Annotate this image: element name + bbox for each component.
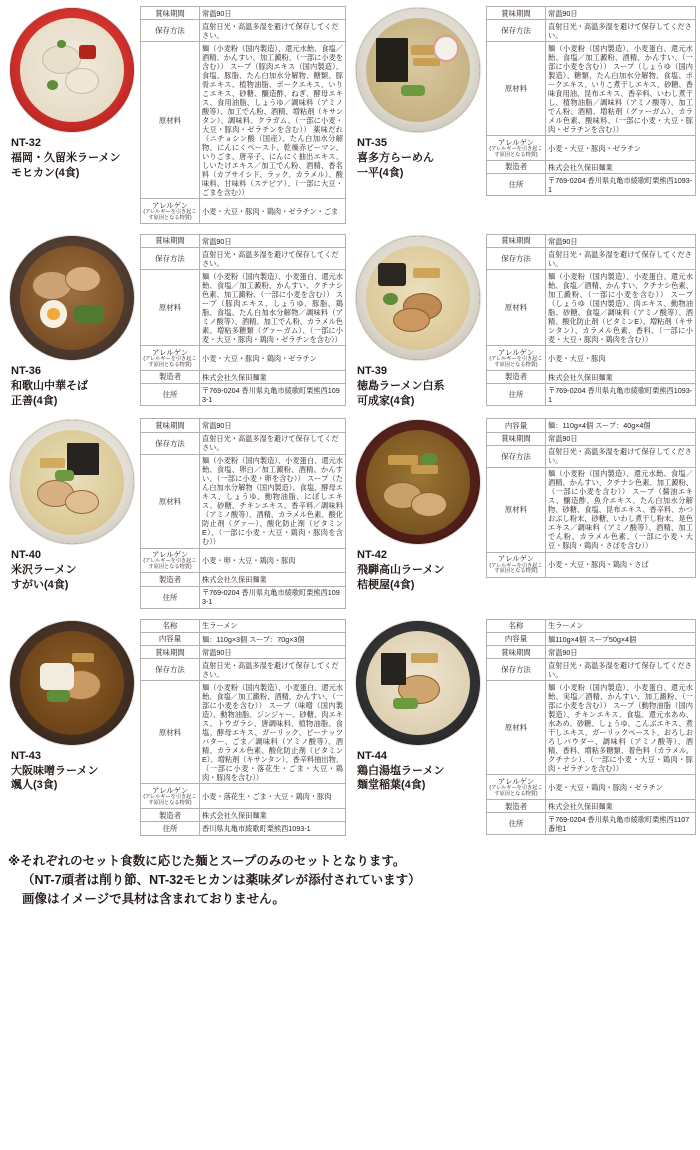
product-name-line2: 桔梗屋(4食) xyxy=(357,579,415,592)
row-value: 麺（小麦粉（国内製造）、還元水飴、食塩／酒精、かんすい、加工澱粉、（一部に小麦を含む）） スープ（豚肉エキス（国内製造）、食塩、豚脂、たん白加水分解物、糖類、豚骨エキス、植物油脂、ポークエキス、いりこエキス、砂糖、醸造酢、ねぎ、酵母エキス、食用油脂、しょうゆ／調味料（アミノ酸等）、加工でん粉、酒精、増粘剤（キサンタン）、調味料、クラガム、（一部に小麦・大豆・豚肉・ゼラチンを含む）） 薬味だれ（ニチョシン酸（国産）、たん白加水分解物、にんにくペースト、乾燥赤ピーマン、いりごま、唐辛子、にんにく抽出エキス、しいたけエキス／加工でん粉、酒精、香名料（カプサイシド、ラック、カラメル）、酸味料、甘味料（ステビア）、（一部に大豆・ごまを含む）） xyxy=(200,42,346,199)
row-value: 株式会社久保田麺業 xyxy=(546,160,696,173)
product-caption-nt44 xyxy=(354,749,486,794)
row-label: 製造者 xyxy=(141,370,200,383)
product-name-line1: 鶏白湯塩ラーメン xyxy=(357,764,445,777)
row-label: 保存方法 xyxy=(487,659,546,681)
product-caption-nt36 xyxy=(8,364,140,409)
product-name-line1: 米沢ラーメン xyxy=(11,564,77,577)
product-block-nt32 xyxy=(4,6,350,224)
product-code: NT-40 xyxy=(11,549,41,562)
product-block-nt43 xyxy=(4,619,350,836)
row-value: 常温90日 xyxy=(546,7,696,20)
row-label: 名称 xyxy=(487,619,546,632)
product-code: NT-42 xyxy=(357,549,387,562)
product-caption-nt42 xyxy=(354,548,486,593)
row-label: 製造者 xyxy=(487,800,546,813)
row-value: 株式会社久保田麺業 xyxy=(200,370,346,383)
table-row xyxy=(141,809,346,822)
row-value: 常温90日 xyxy=(200,7,346,20)
product-block-nt35 xyxy=(350,6,696,224)
row-label: 製造者 xyxy=(141,573,200,586)
product-name-line1: 飛騨高山ラーメン xyxy=(357,564,445,577)
row-value: 小麦・大豆・豚肉・鶏肉・ゼラチン xyxy=(200,346,346,371)
row-value: 麺：110g×3個 スープ：70g×3個 xyxy=(200,632,346,645)
row-value: 直射日光・高温多湿を避けて保存してください。 xyxy=(546,248,696,270)
table-row xyxy=(141,346,346,371)
row-value: 麺：110g×4個 スープ：40g×4個 xyxy=(546,419,696,432)
product-name-line2: すがい(4食) xyxy=(11,579,69,592)
ramen-photo-nt40 xyxy=(10,420,134,544)
row-label: アレルゲン (アレルギーを引き起こす原因となる物質) xyxy=(141,199,200,224)
product-name-line1: 福岡・久留米ラーメン xyxy=(11,151,121,164)
product-code: NT-35 xyxy=(357,137,387,149)
table-row xyxy=(141,370,346,383)
product-photo-wrap xyxy=(4,418,140,608)
table-row xyxy=(141,432,346,454)
table-row xyxy=(487,370,696,383)
row-label: 内容量 xyxy=(487,419,546,432)
product-block-nt44 xyxy=(350,619,696,836)
product-photo-wrap xyxy=(350,418,486,608)
ramen-photo-nt39 xyxy=(356,236,480,360)
product-row xyxy=(0,418,700,608)
row-label: 賞味期間 xyxy=(487,234,546,247)
row-label: 原材料 xyxy=(141,270,200,346)
row-value: 株式会社久保田麺業 xyxy=(200,573,346,586)
row-value: 生ラーメン xyxy=(200,619,346,632)
row-value: 株式会社久保田麺業 xyxy=(546,370,696,383)
row-label: 保存方法 xyxy=(487,20,546,42)
row-value: 直射日光・高温多湿を避けて保存してください。 xyxy=(200,248,346,270)
table-row xyxy=(487,681,696,775)
ramen-photo-nt35 xyxy=(356,8,480,132)
table-row xyxy=(141,646,346,659)
row-value: 直射日光・高温多湿を避けて保存してください。 xyxy=(546,659,696,681)
row-label: 原材料 xyxy=(141,454,200,548)
row-value: 〒769-0204 香川県丸亀市綾歌町栗熊西1093-1 xyxy=(546,174,696,196)
table-row xyxy=(141,270,346,346)
spec-table-wrap xyxy=(140,6,346,224)
spec-table-nt40 xyxy=(140,418,346,608)
row-label: 製造者 xyxy=(487,370,546,383)
row-value: 常温90日 xyxy=(200,419,346,432)
table-row xyxy=(487,646,696,659)
row-value: 直射日光・高温多湿を避けて保存してください。 xyxy=(546,445,696,467)
table-row xyxy=(141,454,346,548)
product-row xyxy=(0,619,700,836)
row-value: 直射日光・高温多湿を避けて保存してください。 xyxy=(200,432,346,454)
product-row xyxy=(0,234,700,409)
row-value: 直射日光・高温多湿を避けて保存してください。 xyxy=(200,659,346,681)
row-value: 香川県丸亀市綾歌町栗熊西1093-1 xyxy=(200,822,346,835)
ramen-photo-nt42 xyxy=(356,420,480,544)
product-photo-wrap xyxy=(350,619,486,836)
row-label: アレルゲン (アレルギーを引き起こす原因となる物質) xyxy=(487,775,546,800)
table-row xyxy=(487,248,696,270)
table-row xyxy=(487,800,696,813)
ramen-photo-nt44 xyxy=(356,621,480,745)
row-label: 原材料 xyxy=(487,681,546,775)
row-label: 製造者 xyxy=(141,809,200,822)
product-caption-nt39 xyxy=(354,364,486,409)
table-row xyxy=(487,813,696,835)
spec-table-wrap xyxy=(486,619,696,836)
spec-table-wrap xyxy=(140,234,346,409)
row-label: 保存方法 xyxy=(487,445,546,467)
row-value: 麺（小麦粉（国内製造）、小麦蛋白、還元水飴、食塩／加工澱粉、かんすい、クチナシ色素、加工澱粉、（一部に小麦を含む）） スープ（豚肉エキス、しょうゆ、豚脂、鶏脂、食塩、たん白加水分解物／調味料（アミノ酸等）、酒精、加工でん粉、カラメル色素、増粘多糖類（グァーガム）、（一部に小麦・大豆・豚肉・鶏肉・ゼラチンを含む）） xyxy=(200,270,346,346)
product-caption-nt35 xyxy=(354,136,486,181)
row-label: アレルゲン (アレルギーを引き起こす原因となる物質) xyxy=(487,552,546,577)
row-value: 常温90日 xyxy=(200,234,346,247)
spec-table-wrap xyxy=(140,619,346,836)
spec-table-nt42 xyxy=(486,418,696,577)
row-label: 賞味期間 xyxy=(141,234,200,247)
footnote xyxy=(8,852,700,910)
row-value: 常温90日 xyxy=(546,646,696,659)
table-row xyxy=(141,573,346,586)
product-code: NT-32 xyxy=(11,137,41,149)
row-value: 麺（小麦粉（国内製造）、小麦蛋白、還元水飴、食塩／加工澱粉、酒精、かんすい、（一部に小麦を含む）） スープ（味噌（国内製造）、動物油脂、ジンジャー、砂糖、肉エキス、トウガラシ、唐調味料、植物油脂、食塩、酵母エキス、ガーリック、ピーナッツバター、ごま／調味料（アミノ酸等）、酒精、カラメル色素、酸化防止剤（ビタミンE）、増粘剤（キサンタン）、香辛料抽出物、（一部に小麦・落花生・ごま・大豆・鶏肉・豚肉を含む）） xyxy=(200,681,346,784)
row-value: 直射日光・高温多湿を避けて保存してください。 xyxy=(200,20,346,42)
product-block-nt40 xyxy=(4,418,350,608)
row-label: アレルゲン (アレルギーを引き起こす原因となる物質) xyxy=(141,784,200,809)
product-name-line2: モヒカン(4食) xyxy=(11,166,80,179)
row-label: 内容量 xyxy=(141,632,200,645)
row-label: 賞味期間 xyxy=(487,432,546,445)
table-row xyxy=(141,234,346,247)
row-label: アレルゲン (アレルギーを引き起こす原因となる物質) xyxy=(141,548,200,573)
row-value: 小麦・大豆・豚肉 xyxy=(546,346,696,371)
table-row xyxy=(141,548,346,573)
table-row xyxy=(141,199,346,224)
table-row xyxy=(487,42,696,136)
row-label: 賞味期間 xyxy=(487,7,546,20)
product-name-line2: 正善(4食) xyxy=(11,394,58,407)
row-label: 原材料 xyxy=(487,270,546,346)
table-row xyxy=(141,20,346,42)
row-label: 保存方法 xyxy=(141,432,200,454)
row-label: 賞味期間 xyxy=(141,7,200,20)
row-label: 名称 xyxy=(141,619,200,632)
row-label: アレルゲン (アレルギーを引き起こす原因となる物質) xyxy=(141,346,200,371)
row-value: 小麦・大豆・豚肉・鶏肉・さば xyxy=(546,552,696,577)
row-value: 常温90日 xyxy=(546,432,696,445)
spec-table-nt39 xyxy=(486,234,696,406)
row-label: 保存方法 xyxy=(141,248,200,270)
table-row xyxy=(141,419,346,432)
spec-table-nt36 xyxy=(140,234,346,406)
row-label: 保存方法 xyxy=(141,659,200,681)
product-code: NT-43 xyxy=(11,749,41,762)
row-label: 住所 xyxy=(487,384,546,406)
row-value: 常温90日 xyxy=(546,234,696,247)
table-row xyxy=(487,432,696,445)
product-photo-wrap xyxy=(4,234,140,409)
table-row xyxy=(487,419,696,432)
product-name-line2: 可成家(4食) xyxy=(357,394,415,407)
table-row xyxy=(487,20,696,42)
table-row xyxy=(487,384,696,406)
product-name-line2: 颯人(3食) xyxy=(11,779,58,792)
row-value: 〒769-0204 香川県丸亀市綾歌町栗熊西1093-1 xyxy=(200,586,346,608)
product-photo-wrap xyxy=(4,6,140,224)
spec-table-wrap xyxy=(486,234,696,409)
row-value: 麺（小麦粉（国内製造）、小麦蛋白、還元水飴、食塩／加工澱粉、酒精、かんすい、（一部に小麦を含む）） スープ（しょうゆ（国内製造）、糖類、たん白加水分解物、食塩、ポークエキス、いりこ煮干しエキス、砂糖、香味食用油、昆布エキス、香辛料、いわし煮干し、植物油脂／調味料（アミノ酸等）、加工でん粉、酒精、増粘剤（グァーガム）、カラメル色素、酸味料、（一部に小麦・大豆・豚肉・ゼラチンを含む）） xyxy=(546,42,696,136)
row-label: 住所 xyxy=(487,813,546,835)
product-photo-wrap xyxy=(350,6,486,224)
row-label: 内容量 xyxy=(487,632,546,645)
row-label: 原材料 xyxy=(487,42,546,136)
table-row xyxy=(487,775,696,800)
row-value: 麺（小麦粉（国内製造）、還元水飴、食塩／酒精、かんすい、クチナシ色素、加工澱粉、（一部に小麦を含む）） スープ（醤油エキス、醸造酢、魚介エキス、たん白加水分解物、砂糖、食塩、昆布エキス、香辛料、かつおぶし粉末、砂糖、いわし煮干し粉末、是色エキス／調味料（アミノ酸等）、酒精、加工でん粉、カラメル色素、（一部に小麦・大豆・豚肉・鶏肉・さばを含む）） xyxy=(546,467,696,552)
table-row xyxy=(141,248,346,270)
table-row xyxy=(487,234,696,247)
row-label: アレルゲン (アレルギーを引き起こす原因となる物質) xyxy=(487,346,546,371)
table-row xyxy=(141,822,346,835)
table-row xyxy=(487,346,696,371)
product-photo-wrap xyxy=(350,234,486,409)
table-row xyxy=(141,659,346,681)
table-row xyxy=(487,445,696,467)
table-row xyxy=(487,619,696,632)
product-name-line2: 一平(4食) xyxy=(357,166,404,179)
row-value: 〒769-0204 香川県丸亀市綾歌町栗熊西1107番地1 xyxy=(546,813,696,835)
table-row xyxy=(141,681,346,784)
row-label: 賞味期間 xyxy=(487,646,546,659)
row-value: 〒769-0204 香川県丸亀市綾歌町栗熊西1093-1 xyxy=(546,384,696,406)
footnote-line-3: 画像はイメージで具材は含まれておりません。 xyxy=(22,892,285,907)
product-code: NT-39 xyxy=(357,364,387,377)
row-label: アレルゲン (アレルギーを引き起こす原因となる物質) xyxy=(487,136,546,161)
product-name-line2: 麺堂稲葉(4食) xyxy=(357,779,426,792)
row-label: 住所 xyxy=(141,384,200,406)
product-photo-wrap xyxy=(4,619,140,836)
footnote-line-1: ※それぞれのセット食数に応じた麺とスープのみのセットとなります。 xyxy=(8,853,406,868)
product-caption-nt43 xyxy=(8,749,140,794)
table-row xyxy=(487,136,696,161)
spec-table-wrap xyxy=(140,418,346,608)
table-row xyxy=(487,7,696,20)
spec-table-nt32 xyxy=(140,6,346,224)
row-label: 原材料 xyxy=(141,42,200,199)
product-code: NT-36 xyxy=(11,364,41,377)
table-row xyxy=(487,160,696,173)
table-row xyxy=(487,174,696,196)
table-row xyxy=(141,619,346,632)
spec-table-nt44 xyxy=(486,619,696,836)
product-caption-nt32 xyxy=(8,136,140,181)
table-row xyxy=(141,586,346,608)
row-value: 〒769-0204 香川県丸亀市綾歌町栗熊西1093-1 xyxy=(200,384,346,406)
row-label: 原材料 xyxy=(487,467,546,552)
spec-table-wrap xyxy=(486,418,696,608)
table-row xyxy=(487,632,696,645)
spec-table-nt35 xyxy=(486,6,696,196)
ramen-photo-nt36 xyxy=(10,236,134,360)
spec-table-wrap xyxy=(486,6,696,224)
row-label: 保存方法 xyxy=(487,248,546,270)
row-value: 直射日光・高温多湿を避けて保存してください。 xyxy=(546,20,696,42)
row-value: 麺（小麦粉（国内製造）、小麦蛋白、還元水飴、食塩／酒精、かんすい、クチナシ色素、加工澱粉、（一部に小麦を含む）） スープ（しょうゆ（国内製造）、肉エキス、動物油脂、砂糖、食塩／調味料（アミノ酸等）、酒精、酸化防止剤（ビタミンE）、増粘剤（キサンタン）、カラメル色素、香料、（一部に小麦・大豆・豚肉・鶏肉を含む）） xyxy=(546,270,696,346)
row-label: 住所 xyxy=(141,822,200,835)
row-value: 常温90日 xyxy=(200,646,346,659)
table-row xyxy=(141,7,346,20)
row-label: 住所 xyxy=(487,174,546,196)
product-code: NT-44 xyxy=(357,749,387,762)
row-value: 小麦・大豆・豚肉・鶏肉・ゼラチン・ごま xyxy=(200,199,346,224)
row-value: 株式会社久保田麺業 xyxy=(546,800,696,813)
row-label: 製造者 xyxy=(487,160,546,173)
row-label: 賞味期間 xyxy=(141,646,200,659)
row-value: 小麦・卵・大豆・鶏肉・豚肉 xyxy=(200,548,346,573)
product-block-nt42 xyxy=(350,418,696,608)
row-value: 麺（小麦粉（国内製造）、小麦蛋白、還元水飴、食塩、卵白／加工澱粉、酒精、かんすい、（一部に小麦・卵を含む）） スープ（たん白加水分解物（国内製造）、食塩、酵母エキス、しょうゆ、動物油脂、にぼしエキス、砂糖、チキンエキス、香辛料／調味料（アミノ酸等）、酒精、カラメル色素、酸化防止剤（グァー）、酸化防止剤（ビタミンE）、（一部に小麦・大豆・鶏肉・豚肉を含む）） xyxy=(200,454,346,548)
row-value: 生ラーメン xyxy=(546,619,696,632)
product-name-line1: 和歌山中華そば xyxy=(11,379,88,392)
table-row xyxy=(141,384,346,406)
product-name-line1: 喜多方らーめん xyxy=(357,151,434,164)
table-row xyxy=(487,552,696,577)
row-value: 株式会社久保田麺業 xyxy=(200,809,346,822)
product-caption-nt40 xyxy=(8,548,140,593)
table-row xyxy=(141,784,346,809)
row-value: 小麦・落花生・ごま・大豆・鶏肉・豚肉 xyxy=(200,784,346,809)
product-block-nt39 xyxy=(350,234,696,409)
product-name-line1: 大阪味噌ラーメン xyxy=(11,764,99,777)
row-label: 賞味期間 xyxy=(141,419,200,432)
row-value: 麺110g×4個 スープ50g×4個 xyxy=(546,632,696,645)
ramen-photo-nt43 xyxy=(10,621,134,745)
product-row xyxy=(0,6,700,224)
row-value: 小麦・大豆・豚肉・ゼラチン xyxy=(546,136,696,161)
footnote-line-2: （NT-7頑者は削り節、NT-32モヒカンは薬味ダレが添付されています） xyxy=(22,872,421,887)
product-block-nt36 xyxy=(4,234,350,409)
table-row xyxy=(487,659,696,681)
ramen-photo-nt32 xyxy=(10,8,134,132)
table-row xyxy=(487,270,696,346)
row-value: 麺（小麦粉（国内製造）、小麦蛋白、還元水飴、実塩／酒精、かんすい、加工澱粉、（一部に小麦を含む）） スープ（動物油脂（国内製造）、チキンエキス、食塩、還元水あめ、水あめ、砂糖、しょうゆ、こんぶエキス、煮干しエキス、ガーリックペースト、おろしおろしパウダー、調味料（アミノ酸等）、酒精、香料、増粘多糖類、着色料（カラメル、クチナシ）、（一部に小麦・大豆・鶏肉・豚肉・ゼラチンを含む）） xyxy=(546,681,696,775)
table-row xyxy=(141,632,346,645)
product-name-line1: 徳島ラーメン白系 xyxy=(357,379,445,392)
table-row xyxy=(141,42,346,199)
spec-table-nt43 xyxy=(140,619,346,836)
row-label: 住所 xyxy=(141,586,200,608)
row-label: 原材料 xyxy=(141,681,200,784)
row-label: 保存方法 xyxy=(141,20,200,42)
row-value: 小麦・大豆・鶏肉・豚肉・ゼラチン xyxy=(546,775,696,800)
table-row xyxy=(487,467,696,552)
